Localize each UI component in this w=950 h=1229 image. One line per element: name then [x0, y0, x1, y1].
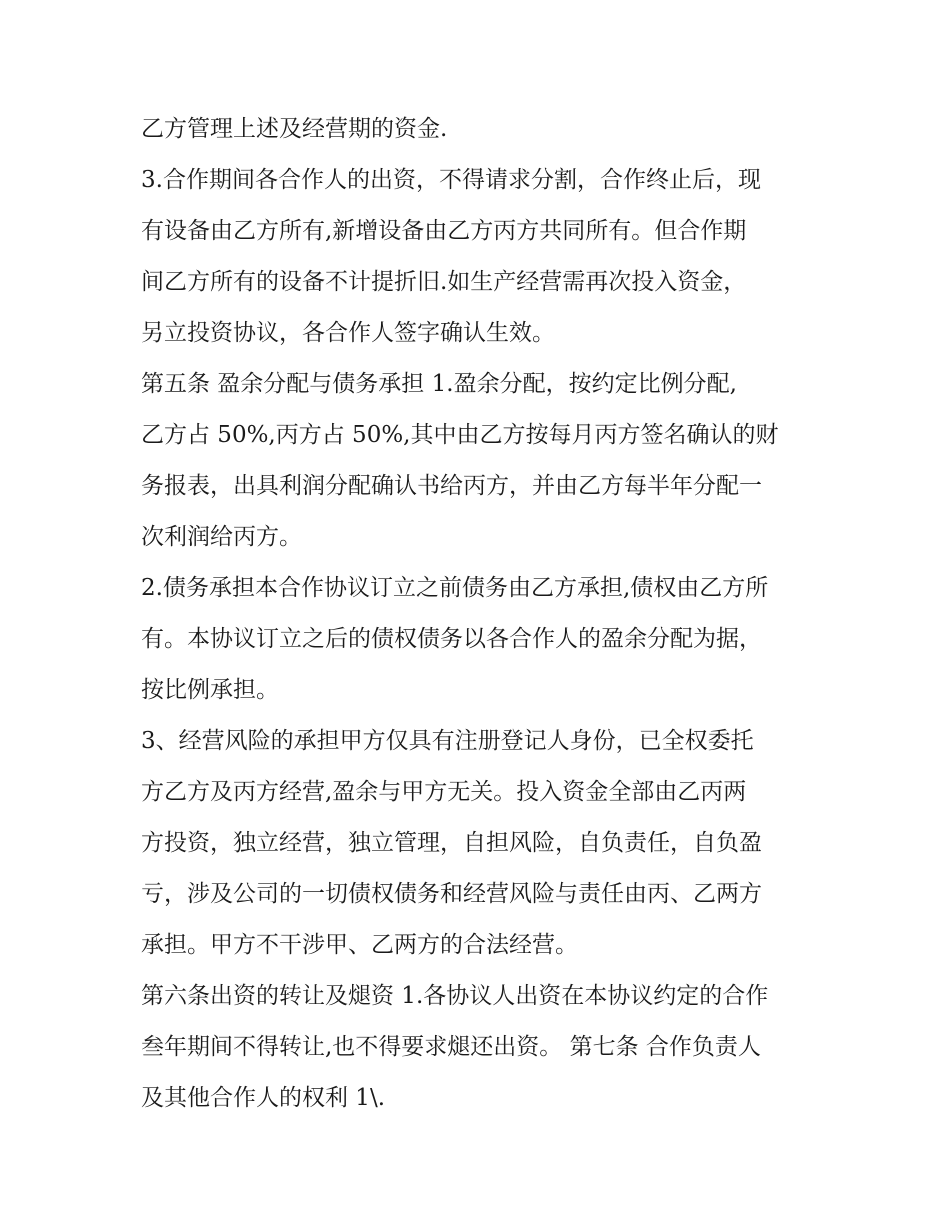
text-line: 另立投资协议，各合作人签字确认生效。: [141, 320, 555, 346]
text-line: 务报表，出具利润分配确认书给丙方，并由乙方每半年分配一: [141, 473, 762, 499]
text-line: 承担。甲方不干涉甲、乙两方的合法经营。: [141, 932, 578, 958]
text-line: 及其他合作人的权利 1\.: [141, 1085, 386, 1111]
text-line: 亏，涉及公司的一切债权债务和经营风险与责任由丙、乙两方: [141, 881, 762, 907]
text-line: 有设备由乙方所有,新增设备由乙方丙方共同所有。但合作期: [141, 218, 747, 244]
text-line: 间乙方所有的设备不计提折旧.如生产经营需再次投入资金，: [141, 269, 747, 295]
text-line: 乙方管理上述及经营期的资金.: [141, 116, 448, 142]
text-line: 第六条出资的转让及煺资 1.各协议人出资在本协议约定的合作: [141, 983, 769, 1009]
text-line: 按比例承担。: [141, 677, 279, 703]
text-line: 3.合作期间各合作人的出资，不得请求分割，合作终止后，现: [141, 167, 761, 193]
text-line: 乙方占 50%,丙方占 50%,其中由乙方按每月丙方签名确认的财: [141, 422, 779, 448]
text-line: 方乙方及丙方经营,盈余与甲方无关。投入资金全部由乙丙两: [141, 779, 747, 805]
text-line: 2.债务承担本合作协议订立之前债务由乙方承担,债权由乙方所: [141, 575, 769, 601]
text-line: 3、经营风险的承担甲方仅具有注册登记人身份，已全权委托: [141, 728, 754, 754]
document-body: [141, 104, 821, 1124]
text-line: 方投资，独立经营，独立管理，自担风险，自负责任，自负盈: [141, 830, 762, 856]
text-line: 第五条 盈余分配与债务承担 1.盈余分配，按约定比例分配,: [141, 371, 737, 397]
text-line: 有。本协议订立之后的债权债务以各合作人的盈余分配为据，: [141, 626, 762, 652]
text-line: 叁年期间不得转让,也不得要求煺还出资。 第七条 合作负责人: [141, 1034, 761, 1060]
text-line: 次利润给丙方。: [141, 524, 302, 550]
